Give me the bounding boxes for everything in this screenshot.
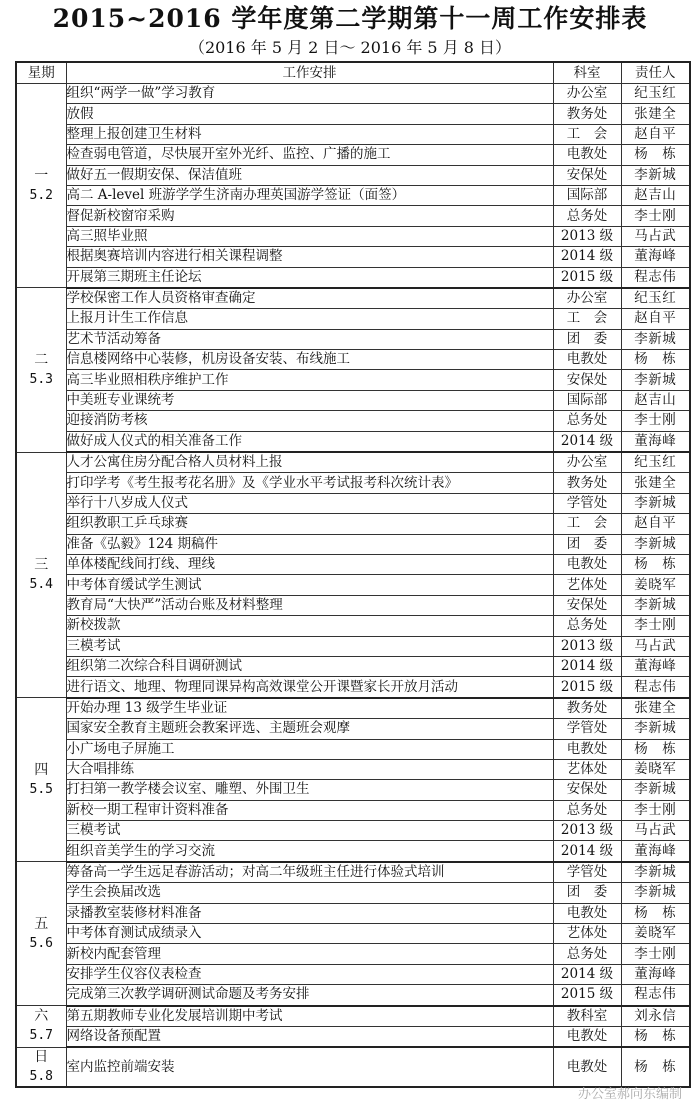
task-cell: 高三照毕业照	[66, 226, 553, 246]
department-cell: 安保处	[553, 780, 621, 800]
task-cell: 人才公寓住房分配合格人员材料上报	[66, 452, 553, 473]
responsible-cell: 姜晓军	[621, 759, 690, 779]
task-cell: 放假	[66, 104, 553, 124]
department-cell: 团 委	[553, 329, 621, 349]
task-cell: 举行十八岁成人仪式	[66, 493, 553, 513]
table-row	[16, 247, 690, 267]
task-cell: 上报月计生工作信息	[66, 309, 553, 329]
department-cell: 学管处	[553, 862, 621, 883]
department-cell: 2015 级	[553, 267, 621, 288]
weekday-cell	[16, 1006, 66, 1048]
table-row	[16, 390, 690, 410]
table-row	[16, 924, 690, 944]
table-row	[16, 677, 690, 698]
responsible-cell: 纪玉红	[621, 452, 690, 473]
responsible-cell: 李新城	[621, 595, 690, 615]
task-cell: 做好五一假期安保、保洁值班	[66, 165, 553, 185]
department-cell: 学管处	[553, 493, 621, 513]
weekday-name: 五	[34, 915, 49, 932]
weekday-name: 三	[34, 556, 49, 573]
table-row	[16, 883, 690, 903]
weekday-date: 5.6	[29, 935, 53, 951]
responsible-cell: 马占武	[621, 821, 690, 841]
responsible-cell: 马占武	[621, 226, 690, 246]
responsible-cell: 赵吉山	[621, 390, 690, 410]
task-cell: 组织第二次综合科目调研测试	[66, 656, 553, 676]
table-row	[16, 1006, 690, 1027]
table-row	[16, 800, 690, 820]
department-cell: 2013 级	[553, 636, 621, 656]
department-cell: 团 委	[553, 534, 621, 554]
task-cell: 中考体育测试成绩录入	[66, 924, 553, 944]
task-cell: 完成第三次教学调研测试命题及考务安排	[66, 985, 553, 1006]
responsible-cell: 李士刚	[621, 944, 690, 964]
schedule-table	[15, 61, 691, 1088]
table-row	[16, 595, 690, 615]
responsible-cell: 张建全	[621, 698, 690, 719]
responsible-cell: 李新城	[621, 165, 690, 185]
task-cell: 开展第三期班主任论坛	[66, 267, 553, 288]
department-cell: 国际部	[553, 390, 621, 410]
responsible-cell: 姜晓军	[621, 924, 690, 944]
header-work-plan: 工作安排	[66, 62, 553, 84]
table-row	[16, 616, 690, 636]
responsible-cell: 李新城	[621, 883, 690, 903]
department-cell: 艺体处	[553, 924, 621, 944]
table-row	[16, 473, 690, 493]
weekday-date: 5.4	[29, 576, 53, 592]
responsible-cell: 赵吉山	[621, 185, 690, 205]
responsible-cell: 程志伟	[621, 985, 690, 1006]
table-row	[16, 267, 690, 288]
table-row	[16, 145, 690, 165]
table-row	[16, 636, 690, 656]
task-cell: 打印学考《考生报考花名册》及《学业水平考试报考科次统计表》	[66, 473, 553, 493]
task-cell: 学生会换届改选	[66, 883, 553, 903]
department-cell: 2015 级	[553, 677, 621, 698]
table-row	[16, 759, 690, 779]
table-row	[16, 493, 690, 513]
task-cell: 信息楼网络中心装修，机房设备安装、布线施工	[66, 350, 553, 370]
table-row	[16, 124, 690, 144]
table-row	[16, 288, 690, 309]
responsible-cell: 杨 栋	[621, 739, 690, 759]
weekday-name: 二	[34, 351, 49, 368]
department-cell: 国际部	[553, 185, 621, 205]
weekday-date: 5.8	[29, 1069, 53, 1085]
responsible-cell: 董海峰	[621, 656, 690, 676]
table-row	[16, 821, 690, 841]
responsible-cell: 张建全	[621, 473, 690, 493]
task-cell: 单体楼配线间打线、理线	[66, 554, 553, 574]
responsible-cell: 李士刚	[621, 616, 690, 636]
responsible-cell: 张建全	[621, 104, 690, 124]
header-weekday: 星期	[16, 62, 66, 84]
department-cell: 工 会	[553, 514, 621, 534]
responsible-cell: 李新城	[621, 370, 690, 390]
table-row	[16, 165, 690, 185]
department-cell: 总务处	[553, 944, 621, 964]
task-cell: 督促新校窗帘采购	[66, 206, 553, 226]
task-cell: 学校保密工作人员资格审查确定	[66, 288, 553, 309]
responsible-cell: 纪玉红	[621, 84, 690, 104]
table-row	[16, 698, 690, 719]
task-cell: 三模考试	[66, 636, 553, 656]
department-cell: 总务处	[553, 616, 621, 636]
table-row	[16, 84, 690, 104]
responsible-cell: 李新城	[621, 534, 690, 554]
department-cell: 2015 级	[553, 985, 621, 1006]
responsible-cell: 杨 栋	[621, 1047, 690, 1087]
task-cell: 做好成人仪式的相关准备工作	[66, 431, 553, 452]
table-row	[16, 431, 690, 452]
weekday-name: 日	[34, 1049, 49, 1066]
table-row	[16, 350, 690, 370]
task-cell: 录播教室装修材料准备	[66, 903, 553, 923]
department-cell: 艺体处	[553, 575, 621, 595]
task-cell: 筹备高一学生远足春游活动；对高二年级班主任进行体验式培训	[66, 862, 553, 883]
header-department: 科室	[553, 62, 621, 84]
task-cell: 艺术节活动筹备	[66, 329, 553, 349]
department-cell: 2013 级	[553, 226, 621, 246]
weekday-date: 5.3	[29, 371, 53, 387]
responsible-cell: 姜晓军	[621, 575, 690, 595]
responsible-cell: 李新城	[621, 493, 690, 513]
table-row	[16, 739, 690, 759]
table-row	[16, 309, 690, 329]
table-row	[16, 206, 690, 226]
department-cell: 教科室	[553, 1006, 621, 1027]
table-row	[16, 780, 690, 800]
task-cell: 中美班专业课统考	[66, 390, 553, 410]
responsible-cell: 李新城	[621, 780, 690, 800]
task-cell: 教育局“大快严”活动台账及材料整理	[66, 595, 553, 615]
task-cell: 网络设备预配置	[66, 1026, 553, 1047]
table-row	[16, 1047, 690, 1087]
task-cell: 新校内配套管理	[66, 944, 553, 964]
responsible-cell: 杨 栋	[621, 1026, 690, 1047]
weekday-name: 六	[34, 1008, 49, 1025]
compiler-credit: 办公室郝向东编制	[577, 1087, 682, 1102]
task-cell: 小广场电子屏施工	[66, 739, 553, 759]
table-row	[16, 554, 690, 574]
department-cell: 电教处	[553, 903, 621, 923]
department-cell: 安保处	[553, 370, 621, 390]
responsible-cell: 李新城	[621, 329, 690, 349]
responsible-cell: 杨 栋	[621, 903, 690, 923]
department-cell: 电教处	[553, 350, 621, 370]
table-row	[16, 534, 690, 554]
responsible-cell: 赵自平	[621, 309, 690, 329]
weekday-date: 5.5	[29, 781, 53, 797]
table-row	[16, 985, 690, 1006]
table-row	[16, 903, 690, 923]
responsible-cell: 董海峰	[621, 431, 690, 452]
department-cell: 2014 级	[553, 841, 621, 862]
responsible-cell: 纪玉红	[621, 288, 690, 309]
weekday-cell	[16, 698, 66, 862]
table-row	[16, 944, 690, 964]
department-cell: 总务处	[553, 411, 621, 431]
department-cell: 电教处	[553, 145, 621, 165]
responsible-cell: 李新城	[621, 719, 690, 739]
responsible-cell: 董海峰	[621, 247, 690, 267]
department-cell: 办公室	[553, 84, 621, 104]
responsible-cell: 刘永信	[621, 1006, 690, 1027]
responsible-cell: 杨 栋	[621, 145, 690, 165]
task-cell: 新校拨款	[66, 616, 553, 636]
task-cell: 三模考试	[66, 821, 553, 841]
table-row	[16, 514, 690, 534]
table-row	[16, 841, 690, 862]
task-cell: 根据奥赛培训内容进行相关课程调整	[66, 247, 553, 267]
task-cell: 进行语文、地理、物理同课异构高效课堂公开课暨家长开放月活动	[66, 677, 553, 698]
department-cell: 教务处	[553, 698, 621, 719]
task-cell: 迎接消防考核	[66, 411, 553, 431]
table-row	[16, 370, 690, 390]
task-cell: 国家安全教育主题班会教案评选、主题班会观摩	[66, 719, 553, 739]
responsible-cell: 杨 栋	[621, 350, 690, 370]
department-cell: 电教处	[553, 554, 621, 574]
table-row	[16, 719, 690, 739]
department-cell: 电教处	[553, 1026, 621, 1047]
table-row	[16, 1026, 690, 1047]
weekday-cell	[16, 1047, 66, 1087]
weekday-date: 5.7	[29, 1028, 53, 1044]
task-cell: 检查弱电管道，尽快展开室外光纤、监控、广播的施工	[66, 145, 553, 165]
department-cell: 总务处	[553, 800, 621, 820]
department-cell: 教务处	[553, 104, 621, 124]
table-row	[16, 411, 690, 431]
task-cell: 安排学生仪容仪表检查	[66, 964, 553, 984]
task-cell: 高三毕业照相秩序维护工作	[66, 370, 553, 390]
table-row	[16, 862, 690, 883]
department-cell: 艺体处	[553, 759, 621, 779]
task-cell: 新校一期工程审计资料准备	[66, 800, 553, 820]
table-row	[16, 964, 690, 984]
weekday-cell	[16, 84, 66, 288]
department-cell: 办公室	[553, 452, 621, 473]
department-cell: 团 委	[553, 883, 621, 903]
department-cell: 2014 级	[553, 656, 621, 676]
department-cell: 安保处	[553, 165, 621, 185]
responsible-cell: 李士刚	[621, 411, 690, 431]
table-row	[16, 452, 690, 473]
table-row	[16, 329, 690, 349]
department-cell: 电教处	[553, 739, 621, 759]
department-cell: 教务处	[553, 473, 621, 493]
page-title: 2015~2016 学年度第二学期第十一周工作安排表	[52, 4, 648, 33]
weekday-cell	[16, 862, 66, 1006]
department-cell: 2014 级	[553, 964, 621, 984]
weekday-cell	[16, 452, 66, 698]
table-row	[16, 226, 690, 246]
date-range-subtitle: （2016 年 5 月 2 日～ 2016 年 5 月 8 日）	[188, 38, 512, 57]
table-row	[16, 575, 690, 595]
department-cell: 工 会	[553, 309, 621, 329]
responsible-cell: 李士刚	[621, 800, 690, 820]
table-header-row	[16, 62, 690, 84]
header-responsible: 责任人	[621, 62, 690, 84]
department-cell: 办公室	[553, 288, 621, 309]
department-cell: 电教处	[553, 1047, 621, 1087]
responsible-cell: 董海峰	[621, 964, 690, 984]
weekday-name: 一	[34, 167, 49, 184]
task-cell: 高二 A-level 班游学学生济南办理英国游学签证（面签）	[66, 185, 553, 205]
task-cell: 组织教职工乒乓球赛	[66, 514, 553, 534]
responsible-cell: 李新城	[621, 862, 690, 883]
responsible-cell: 马占武	[621, 636, 690, 656]
task-cell: 开始办理 13 级学生毕业证	[66, 698, 553, 719]
weekday-cell	[16, 288, 66, 452]
responsible-cell: 李士刚	[621, 206, 690, 226]
task-cell: 中考体育缓试学生测试	[66, 575, 553, 595]
department-cell: 工 会	[553, 124, 621, 144]
table-row	[16, 656, 690, 676]
responsible-cell: 程志伟	[621, 267, 690, 288]
responsible-cell: 赵自平	[621, 514, 690, 534]
responsible-cell: 董海峰	[621, 841, 690, 862]
responsible-cell: 赵自平	[621, 124, 690, 144]
weekday-date: 5.2	[29, 187, 53, 203]
task-cell: 打扫第一教学楼会议室、雕塑、外围卫生	[66, 780, 553, 800]
task-cell: 第五期教师专业化发展培训期中考试	[66, 1006, 553, 1027]
responsible-cell: 杨 栋	[621, 554, 690, 574]
schedule-body	[16, 84, 690, 1088]
department-cell: 总务处	[553, 206, 621, 226]
task-cell: 准备《弘毅》124 期稿件	[66, 534, 553, 554]
task-cell: 大合唱排练	[66, 759, 553, 779]
task-cell: 组织音美学生的学习交流	[66, 841, 553, 862]
department-cell: 2013 级	[553, 821, 621, 841]
weekday-name: 四	[34, 761, 49, 778]
task-cell: 整理上报创建卫生材料	[66, 124, 553, 144]
department-cell: 学管处	[553, 719, 621, 739]
department-cell: 2014 级	[553, 431, 621, 452]
table-row	[16, 185, 690, 205]
department-cell: 安保处	[553, 595, 621, 615]
task-cell: 室内监控前端安装	[66, 1047, 553, 1087]
department-cell: 2014 级	[553, 247, 621, 267]
task-cell: 组织“两学一做”学习教育	[66, 84, 553, 104]
responsible-cell: 程志伟	[621, 677, 690, 698]
table-row	[16, 104, 690, 124]
